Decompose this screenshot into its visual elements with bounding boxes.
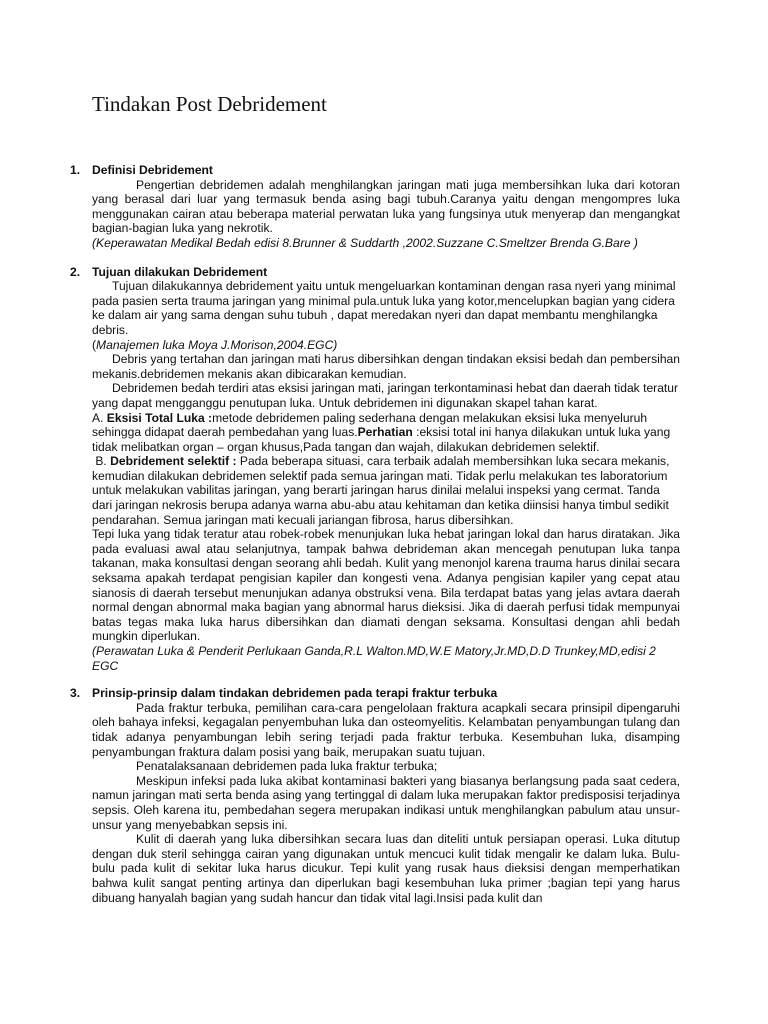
section-3-number: 3. [70, 686, 81, 701]
item-a-note-text: :eksisi total ini hanya dilakukan untuk luka yang tidak melibatkan organ – organ khusus,Pada tangan dan wajah, dilakukan debridemen selektif. [92, 425, 671, 454]
document-body [70, 163, 680, 905]
section-2-number: 2. [70, 264, 81, 279]
section-2-citation-1 [92, 338, 680, 353]
section-2-title: Tujuan dilakukan Debridement [92, 264, 268, 279]
section-2-item-a [92, 411, 680, 455]
section-2-citation-2: (Perawatan Luka & Penderit Perlukaan Ganda,R.L Walton.MD,W.E Matory,Jr.MD,D.D Trunkey,MD,edisi 2 EGC [92, 644, 656, 673]
section-1-number: 1. [70, 163, 81, 177]
section-3-paragraph-4: Kulit di daerah yang luka dibersihkan secara luas dan diteliti untuk persiapan operasi. Luka ditutup dengan duk steril sehingga cairan yang digunakan untuk mencuci kulit tidak mengalir ke dalam luka. Bulu-bulu pada kulit di sekitar luka harus dicukur. Tepi kulit yang rusak haus dieksisi dengan memperhatikan bahwa kulit sangat penting artinya dan diperlukan bagi kesembuhan luka primer ;bagian tepi yang harus dibuang hanyalah bagian yang sudah hancur dan tidak vital lagi.Insisi pada kulit dan [92, 832, 680, 905]
section-2-heading [70, 265, 680, 280]
section-3-paragraph-3: Meskipun infeksi pada luka akibat kontaminasi bakteri yang biasanya berlangsung pada saat cedera, namun jaringan mati serta benda asing yang tertinggal di dalam luka merupakan faktor predisposisi terjadinya sepsis. Oleh karena itu, pembedahan segera merupakan indikasi untuk menghilangkan pabulum atau unsur-unsur yang menyebabkan sepsis ini. [92, 773, 680, 832]
item-a-text: metode debridemen paling sederhana dengan melakukan eksisi luka menyeluruh sehingga didapat daerah pembedahan yang luas. [92, 410, 648, 440]
section-2-paragraph-1: Tujuan dilakukannya debridement yaitu untuk mengeluarkan kontaminan dengan rasa nyeri yang minimal pada pasien serta trauma jaringan yang minimal pula.untuk luka yang kotor,mencelupkan bagian yang cidera ke dalam air yang sama dengan suhu tubuh , dapat meredakan nyeri dan dapat membantu menghilangka debris. [92, 279, 676, 337]
section-2-paragraph-3: Debridemen bedah terdiri atas eksisi jaringan mati, jaringan terkontaminasi hebat dan daerah tidak teratur yang dapat mengganggu penutupan luka. Untuk debridemen ini digunakan skapel tahan karat. [92, 381, 679, 410]
section-2-paragraph-2: Debris yang tertahan dan jaringan mati harus dibersihkan dengan tindakan eksisi bedah dan pembersihan mekanis.debridemen mekanis akan dibicarakan kemudian. [92, 352, 680, 381]
item-a-term: Eksisi Total Luka : [106, 410, 213, 425]
item-a-note-label: Perhatian [357, 425, 413, 440]
citation-open-paren: ( [92, 337, 97, 352]
item-b-prefix: B. [92, 454, 111, 469]
section-1-heading [70, 163, 680, 178]
section-3-paragraph-1: Pada fraktur terbuka, pemilihan cara-cara pengelolaan fraktura acapkali secara prinsipil dipengaruhi oleh bahaya infeksi, kegagalan penyembuhan luka dan osteomyelitis. Kelambatan penyambungan tulang dan tidak adanya penyambungan lebih sering terjadi pada fraktur terbuka. Kesembuhan luka, disamping penyambungan fraktura dalam posisi yang baik, merupakan suatu tujuan. [92, 700, 680, 759]
section-3-title: Prinsip-prinsip dalam tindakan debridemen pada terapi fraktur terbuka [92, 686, 498, 701]
citation-text: Manajemen luka Moya J.Morison,2004.EGC) [96, 337, 338, 352]
item-a-prefix: A. [92, 410, 107, 425]
section-1-citation: (Keperawatan Medikal Bedah edisi 8.Brunner & Suddarth ,2002.Suzzane C.Smeltzer Brenda G.Bare ) [92, 235, 638, 250]
section-1-title: Definisi Debridement [92, 163, 213, 177]
section-3-heading [70, 686, 680, 701]
section-2-paragraph-4: Tepi luka yang tidak teratur atau robek-robek menunjukan luka hebat jaringan lokal dan harus diratakan. Jika pada evaluasi awal atau selanjutnya, tampak bahwa debrideman akan mencegah penutupan luka tanpa takanan, maka konsultasi dengan seorang ahli bedah. Kulit yang menonjol karena trauma harus dinilai secara seksama apakah terdapat pengisian kapiler dan kongesti vena. Adanya pengisian kapiler yang cepat atau sianosis di daerah tersebut menunjukan adanya obstruksi vena. Bila terdapat batas yang jelas avtara daerah normal dengan abnormal maka bagian yang abnormal harus dieksisi. Jika di daerah perfusi tidak mempunyai batas tegas maka luka harus dibersihkan dan diamati dengan seksama. Konsultasi dengan ahli bedah mungkin diperlukan. [92, 527, 680, 644]
document-title: Tindakan Post Debridement [92, 92, 327, 116]
item-b-text: Pada beberapa situasi, cara terbaik adalah membersihkan luka secara mekanis, kemudian dilakukan debridemen selektif pada semua jaringan mati. Tidak perlu melakukan tes laboratorium untuk melakukan vabilitas jaringan, yang berarti jaringan harus dinilai melalui inspeksi yang cermat. Tanda dari jaringan nekrosis berupa adanya warna abu-abu atau kehitaman dan ketika diinsisi hanya timbul sedikit pendarahan. Semua jaringan mati kecuali jariangan fibrosa, harus dibersihkan. [92, 454, 670, 527]
section-1-paragraph: Pengertian debridemen adalah menghilangkan jaringan mati juga membersihkan luka dari kotoran yang berasal dari luar yang termasuk benda asing bagi tubuh.Caranya yaitu dengan mengompres luka menggunakan cairan atau beberapa material perwatan luka yang fungsinya utuk menyerap dan mengangkat bagian-bagian luka yang nekrotik. [92, 177, 680, 236]
section-3-paragraph-2: Penatalaksanaan debridemen pada luka fraktur terbuka; [136, 759, 438, 774]
item-b-term: Debridement selektif : [110, 454, 237, 469]
section-2-item-b [92, 454, 680, 527]
